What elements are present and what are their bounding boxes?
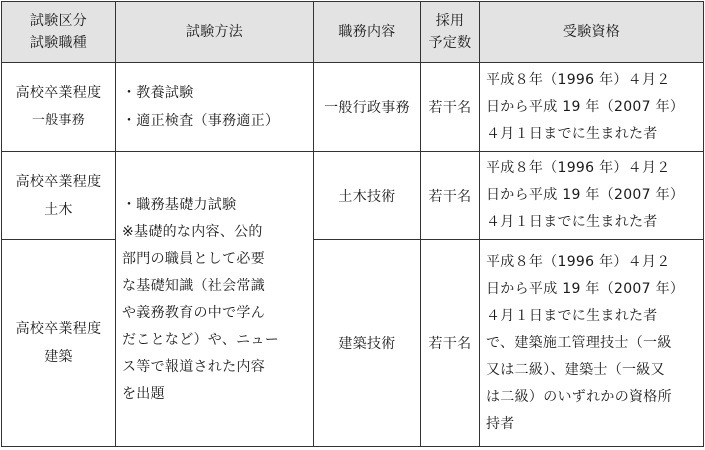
qualification-line: は二級）のいずれかの資格所	[486, 388, 672, 405]
header-duties: 職務内容	[314, 2, 421, 63]
method-note-line: だことなど）や、ニュー	[122, 331, 280, 348]
method-note-line: ※基礎的な内容、公的	[122, 223, 263, 240]
header-category-line1: 試験区分	[29, 13, 88, 29]
exam-table	[1, 1, 704, 447]
method-note-line: ス等で報道された内容	[122, 358, 265, 375]
qualification-line: 日から平成 19 年（2007 年）	[486, 98, 685, 115]
qualification-cell	[480, 152, 704, 240]
header-category-line2: 試験職種	[29, 35, 88, 51]
category-job: 一般事務	[31, 113, 86, 128]
header-method: 試験方法	[116, 2, 314, 63]
header-planned-line2: 予定数	[428, 35, 472, 51]
header-qualification: 受験資格	[480, 2, 704, 63]
category-cell	[2, 240, 116, 447]
category-cell	[2, 152, 116, 240]
duties-cell: 一般行政事務	[314, 63, 421, 152]
header-row	[2, 2, 704, 63]
header-planned-line1: 採用	[435, 13, 465, 29]
method-note-line: な基礎知識（社会常識	[122, 277, 265, 294]
qualification-cell	[480, 240, 704, 447]
method-note-line: 部門の職員として必要	[122, 250, 265, 267]
planned-cell: 若干名	[421, 152, 480, 240]
category-level: 高校卒業程度	[15, 173, 102, 190]
qualification-line: ４月１日までに生まれた者	[486, 214, 658, 230]
qualification-line: 平成８年（1996 年）４月２	[486, 160, 671, 176]
qualification-line: 持者	[486, 415, 515, 432]
category-level: 高校卒業程度	[15, 85, 102, 101]
method-cell	[116, 63, 314, 152]
header-category	[2, 2, 116, 63]
method-note-line: や義務教育の中で学ん	[122, 304, 265, 321]
category-level: 高校卒業程度	[15, 321, 102, 337]
method-note-line: を出題	[122, 385, 165, 402]
method-line: ・適正検査（事務適正）	[122, 113, 280, 129]
shared-method-cell	[116, 152, 314, 447]
table-row	[2, 240, 704, 447]
table-row	[2, 63, 704, 152]
qualification-line: 日から平成 19 年（2007 年）	[486, 280, 685, 297]
category-job: 土木	[44, 201, 73, 218]
category-cell	[2, 63, 116, 152]
qualification-line: で、建築施工管理技士（一級	[486, 334, 672, 351]
header-planned	[421, 2, 480, 63]
table-row	[2, 152, 704, 240]
duties-cell: 土木技術	[314, 152, 421, 240]
category-job: 建築	[44, 349, 73, 365]
method-line: ・職務基礎力試験	[122, 196, 237, 213]
qualification-cell	[480, 63, 704, 152]
qualification-line: 平成８年（1996 年）４月２	[486, 253, 671, 270]
planned-cell: 若干名	[421, 63, 480, 152]
qualification-line: ４月１日までに生まれた者	[486, 125, 658, 142]
qualification-line: ４月１日までに生まれた者	[486, 307, 658, 324]
method-line: ・教養試験	[122, 85, 194, 101]
qualification-line: 又は二級）、建築士（一級又	[486, 361, 665, 378]
planned-cell: 若干名	[421, 240, 480, 447]
qualification-line: 平成８年（1996 年）４月２	[486, 71, 671, 88]
qualification-line: 日から平成 19 年（2007 年）	[486, 187, 685, 203]
duties-cell: 建築技術	[314, 240, 421, 447]
